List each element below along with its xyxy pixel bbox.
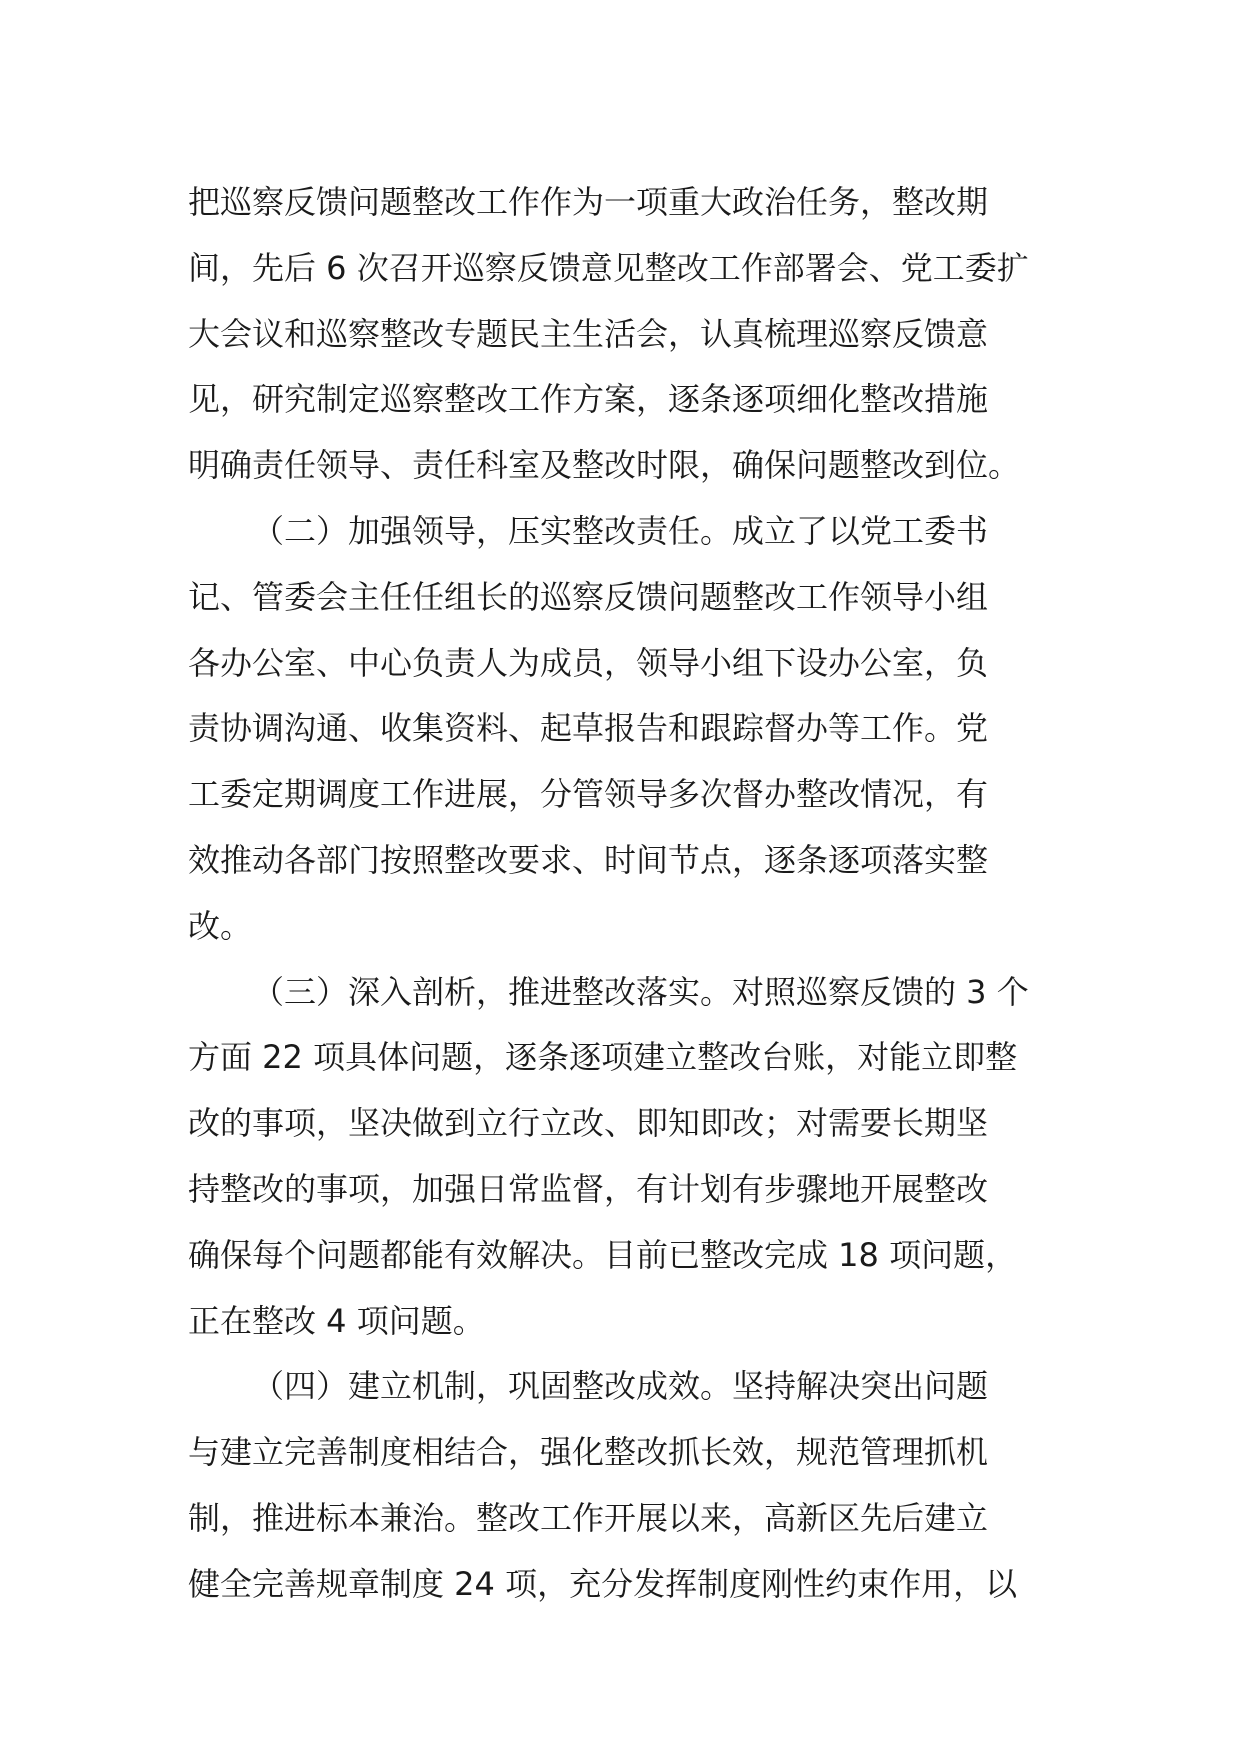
- text-line: 改。: [188, 906, 253, 945]
- text-line: 与建立完善制度相结合，强化整改抓长效，规范管理抓机: [188, 1433, 989, 1472]
- text-line: 效推动各部门按照整改要求、时间节点，逐条逐项落实整: [188, 840, 989, 879]
- text-line: 责协调沟通、收集资料、起草报告和跟踪督办等工作。党: [188, 709, 989, 748]
- body-text: [188, 170, 1052, 1618]
- text-line: 工委定期调度工作进展，分管领导多次督办整改情况，有: [188, 775, 989, 814]
- text-line: 健全完善规章制度 24 项，充分发挥制度刚性约束作用，以: [188, 1564, 1018, 1603]
- section-heading-line: （三）深入剖析，推进整改落实。对照巡察反馈的 3 个: [252, 972, 1029, 1011]
- text-line: 制，推进标本兼治。整改工作开展以来，高新区先后建立: [188, 1498, 989, 1537]
- text-line: 各办公室、中心负责人为成员，领导小组下设办公室，负: [188, 643, 989, 682]
- text-line: 明确责任领导、责任科室及整改时限，确保问题整改到位。: [188, 446, 1021, 485]
- text-line: 大会议和巡察整改专题民主生活会，认真梳理巡察反馈意: [188, 314, 989, 353]
- text-line: 见，研究制定巡察整改工作方案，逐条逐项细化整改措施: [188, 380, 989, 419]
- text-line: 持整改的事项，加强日常监督，有计划有步骤地开展整改: [188, 1169, 989, 1208]
- text-line: 间，先后 6 次召开巡察反馈意见整改工作部署会、党工委扩: [188, 248, 1029, 287]
- section-heading-line: （二）加强领导，压实整改责任。成立了以党工委书: [252, 511, 989, 550]
- text-line: 确保每个问题都能有效解决。目前已整改完成 18 项问题，: [188, 1235, 1018, 1274]
- text-line: 方面 22 项具体问题，逐条逐项建立整改台账，对能立即整: [188, 1038, 1018, 1077]
- section-heading-line: （四）建立机制，巩固整改成效。坚持解决突出问题: [252, 1367, 989, 1406]
- text-line: 把巡察反馈问题整改工作作为一项重大政治任务，整改期: [188, 183, 989, 221]
- text-line: 正在整改 4 项问题。: [188, 1301, 485, 1340]
- text-line: 改的事项，坚决做到立行立改、即知即改；对需要长期坚: [188, 1104, 989, 1143]
- text-line: 记、管委会主任任组长的巡察反馈问题整改工作领导小组: [188, 577, 989, 616]
